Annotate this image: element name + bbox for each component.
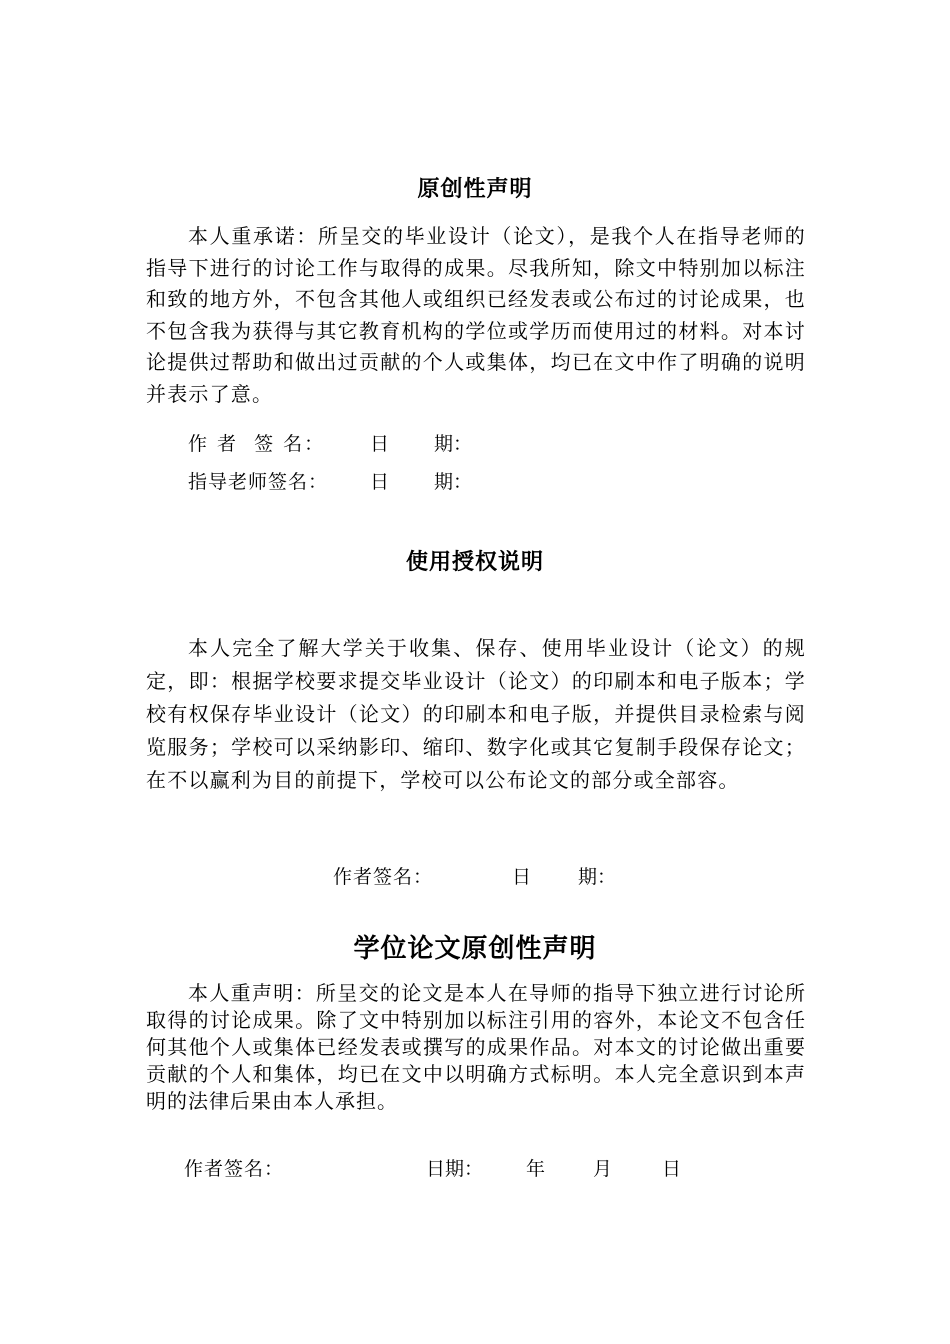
authorization-author-signature-label: 作者签名：	[333, 866, 434, 888]
authorization-body: 本人完全了解大学关于收集、保存、使用毕业设计（论文）的规定，即：根据学校要求提交毕业设计（论文）的印刷本和电子版本；学校有权保存毕业设计（论文）的印刷本和电子版，并提供目录检索与阅览服务；学校可以采纳影印、缩印、数字化或其它复制手段保存论文；在不以赢利为目的前提下，学校可以公布论文的部分或全部容。	[146, 636, 806, 792]
authorization-title: 使用授权说明	[405, 550, 544, 575]
thesis-day-label: 日	[662, 1158, 682, 1180]
originality-declaration-title: 原创性声明	[417, 177, 533, 202]
author-signature-label: 作 者 签 名：	[188, 433, 326, 455]
author-date-day-label: 日	[370, 433, 390, 455]
authorization-date-day-label: 日	[512, 866, 532, 888]
advisor-date-period-label: 期：	[434, 471, 473, 493]
author-date-period-label: 期：	[434, 433, 473, 455]
advisor-signature-label: 指导老师签名：	[188, 471, 329, 493]
advisor-date-day-label: 日	[370, 471, 390, 493]
thesis-month-label: 月	[593, 1158, 613, 1180]
thesis-author-signature-label: 作者签名：	[184, 1158, 285, 1180]
thesis-originality-title: 学位论文原创性声明	[353, 934, 597, 964]
originality-declaration-body: 本人重承诺：所呈交的毕业设计（论文），是我个人在指导老师的指导下进行的讨论工作与取得的成果。尽我所知，除文中特别加以标注和致的地方外，不包含其他人或组织已经发表或公布过的讨论成果，也不包含我为获得与其它教育机构的学位或学历而使用过的材料。对本讨论提供过帮助和做出过贡献的个人或集体，均已在文中作了明确的说明并表示了意。	[146, 224, 806, 406]
thesis-year-label: 年	[526, 1158, 546, 1180]
thesis-date-label: 日期：	[426, 1158, 484, 1180]
authorization-date-period-label: 期：	[578, 866, 617, 888]
thesis-originality-body: 本人重声明：所呈交的论文是本人在导师的指导下独立进行讨论所取得的讨论成果。除了文中特别加以标注引用的容外，本论文不包含任何其他个人或集体已经发表或撰写的成果作品。对本文的讨论做出重要贡献的个人和集体，均已在文中以明确方式标明。本人完全意识到本声明的法律后果由本人承担。	[146, 981, 806, 1113]
